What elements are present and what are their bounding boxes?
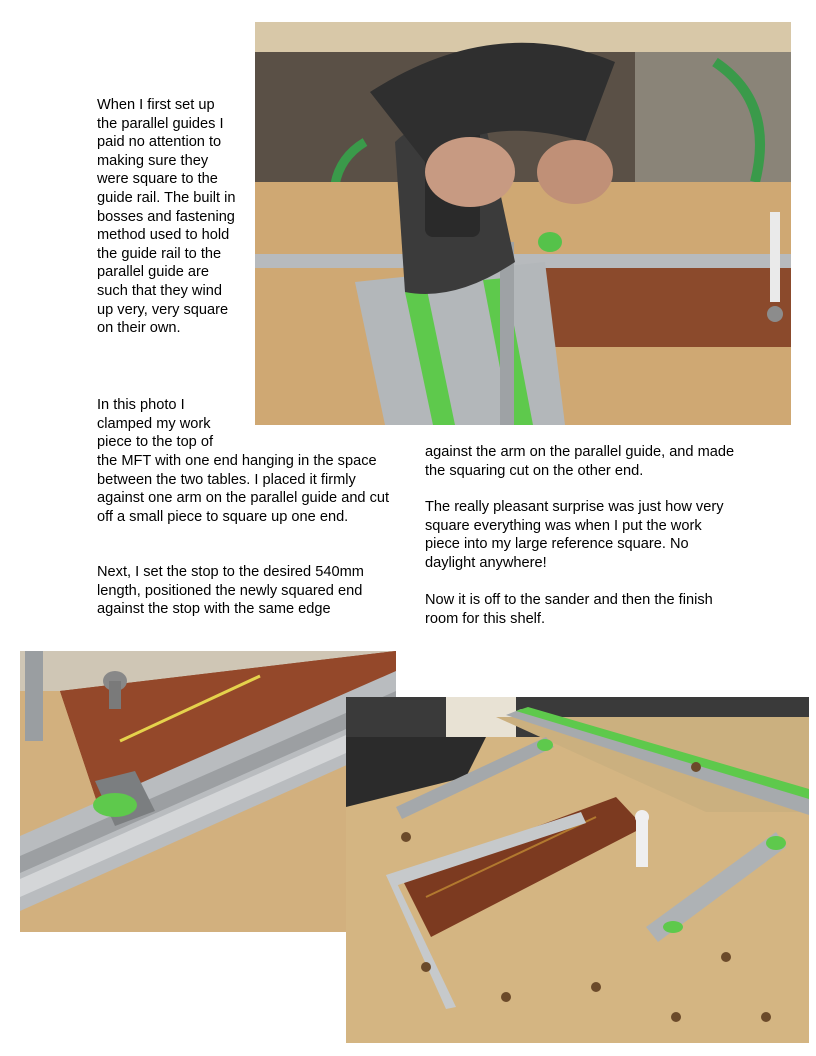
surprise-paragraph: The really pleasant surprise was just how very square everything was when I put the work piece into my large reference square. No daylight anywhere! (425, 499, 724, 571)
clamp-paragraph: the MFT with one end hanging in the space between the two tables. I placed it firmly against one arm on the parallel guide and cut off a small piece to square up one end. (97, 453, 390, 525)
intro-paragraph: When I first set up the parallel guides I paid no attention to making sure they were square to the guide rail. The built in bosses and fastening method used to hold the guide rail to the parallel guide are such that they wind up very, very square on their own. (97, 97, 236, 337)
finish-paragraph: Now it is off to the sander and then the finish room for this shelf. (425, 592, 713, 627)
squaring-cut-paragraph: against the arm on the parallel guide, and made the squaring cut on the other end. (425, 444, 735, 479)
reference-square-photo (346, 697, 809, 1043)
clamp-paragraph-intro: In this photo I clamped my work piece to the top of (97, 397, 214, 451)
track-saw-cut-photo (255, 22, 791, 425)
stop-closeup-photo (20, 651, 396, 932)
stop-paragraph: Next, I set the stop to the desired 540mm length, positioned the newly squared end against the stop with the same edge (97, 564, 364, 618)
